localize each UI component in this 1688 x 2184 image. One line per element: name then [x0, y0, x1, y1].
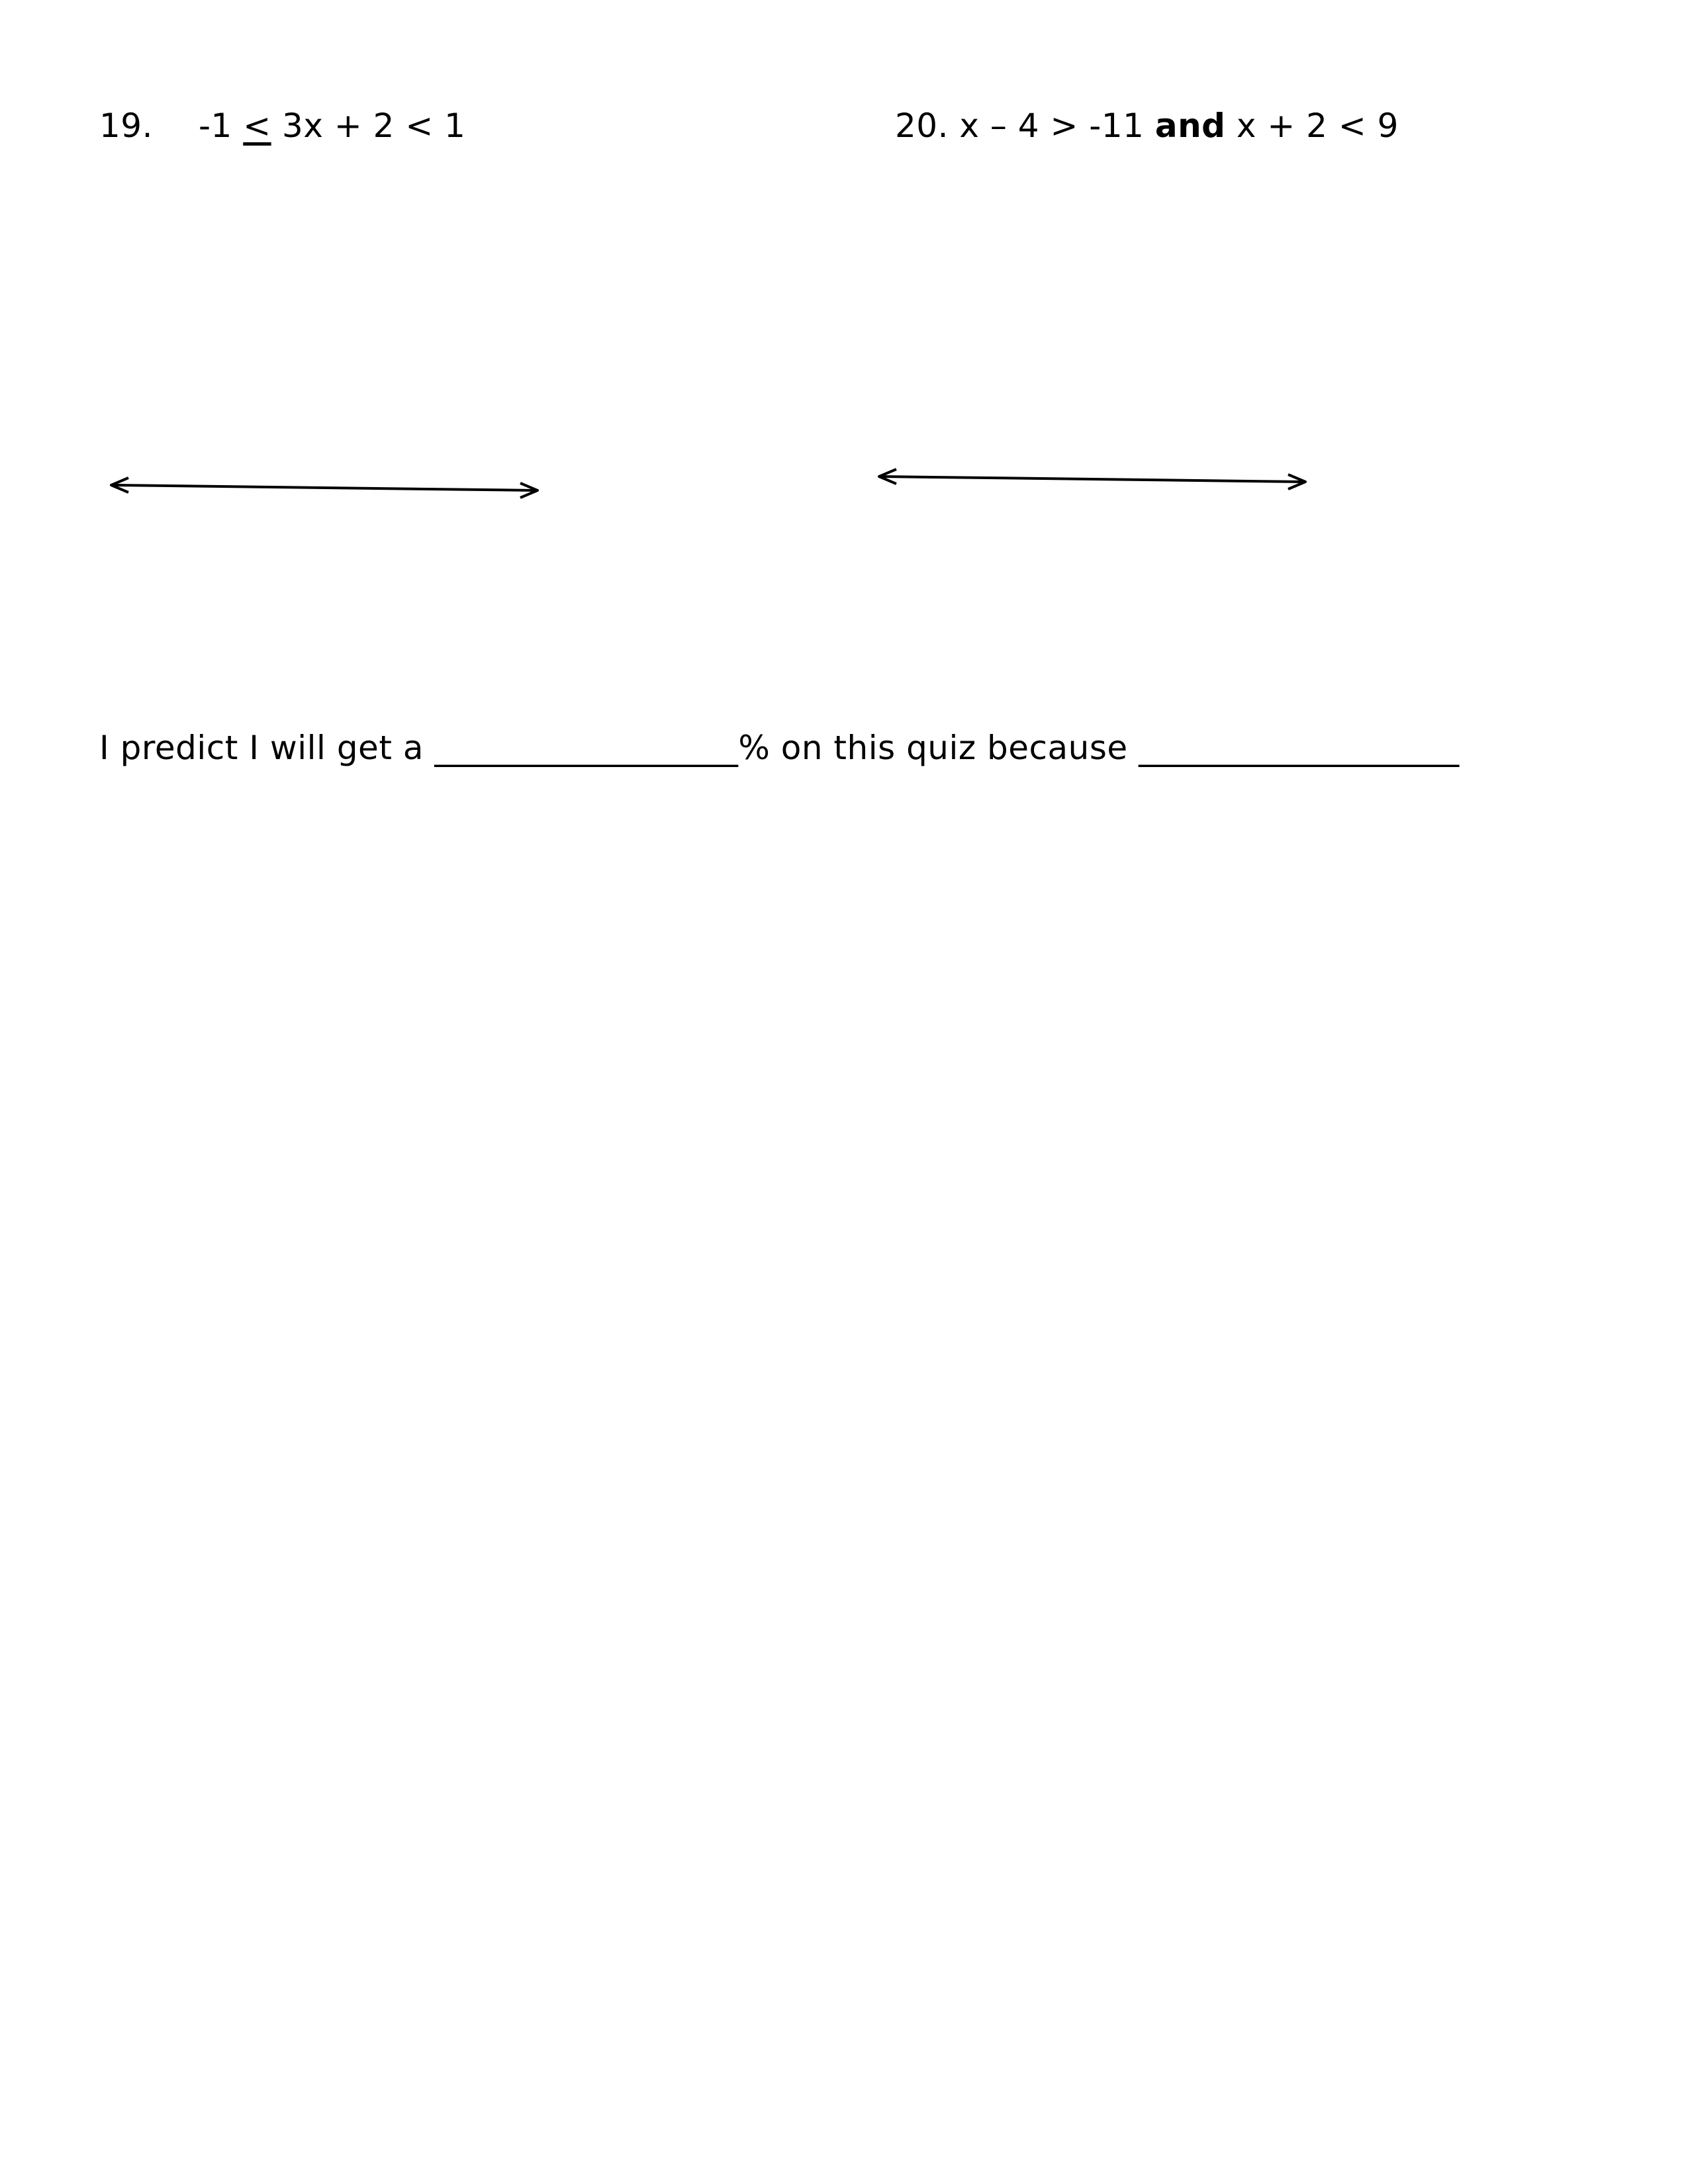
- number-line-19: [111, 478, 538, 498]
- problem-20-right: x + 2 < 9: [1225, 107, 1399, 145]
- problem-20-and: and: [1154, 107, 1226, 145]
- problem-19-number: 19.: [99, 107, 154, 145]
- problem-20-left: 20. x – 4 > -11: [895, 107, 1155, 145]
- problem-19-inequality: [199, 107, 466, 145]
- prediction-prefix: I predict I will get a: [99, 729, 435, 767]
- less-or-equal-symbol: <: [243, 107, 271, 145]
- prediction-blank-percent[interactable]: __________________: [434, 729, 739, 767]
- prediction-blank-reason[interactable]: ___________________: [1139, 729, 1460, 767]
- problem-19-right: 3x + 2 < 1: [271, 107, 466, 145]
- prediction-sentence: [99, 729, 1460, 767]
- prediction-middle: % on this quiz because: [738, 729, 1139, 767]
- problem-19-left: -1: [199, 107, 244, 145]
- problem-20-inequality: [895, 107, 1399, 145]
- number-line-20: [879, 469, 1305, 489]
